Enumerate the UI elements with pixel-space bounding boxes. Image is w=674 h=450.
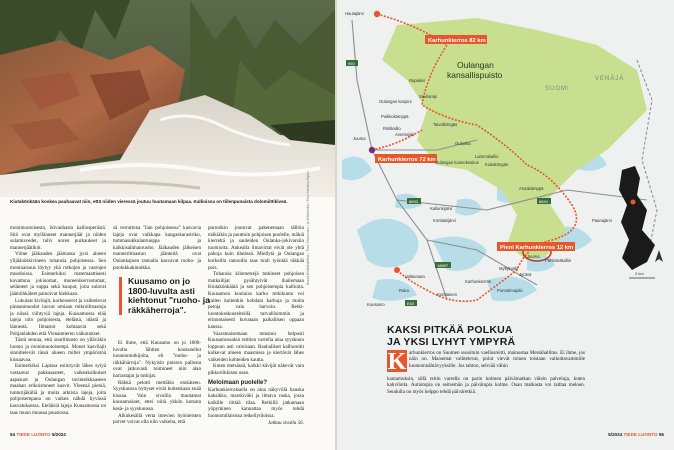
left-page: [0, 0, 335, 450]
drop-cap: K: [387, 349, 407, 375]
paragraph: Karhunkierroksella on aina näkyvillä hauska kaksikko, marskiväki ja ilmava ruska, jossa kaikille riittää tilaa. Retkillä jatkamaan yöpyminen kannattaa myös tehdä luonnontilaisissa retkeilytiloissa.: [208, 386, 304, 420]
photo-caption: Kiutakönkään koskea pauhaavat niin, että niiden vieressä joutuu huutamaan kilpaa. Kallioissa on tiilenpunaista dolomiittikiveä.: [10, 199, 288, 204]
right-page: [337, 0, 674, 450]
route-badge-west: [375, 154, 437, 163]
magazine-name: TIEDE LUONTO: [16, 432, 51, 437]
paragraph: Alkukesällä verta imevien hyönteisten parvet voivat olla niin vaikeita, että: [113, 412, 201, 426]
route-badge-text: Karhunkierros 72 km: [378, 157, 436, 163]
road-number: 8693: [409, 199, 418, 204]
paragraph: Tästä seuraa, että suurilmasto on ylläväkin luonto ja monimuotoisempi. Monet kasvilajit sinnittelevät tässä alueen miltei ympäristöä kiusaavaa.: [10, 337, 106, 363]
paragraph: Tuhansia kilometrejä tutkineet pohjoisen matkailijat pysähtyivät ihailemaan Kiutakönkäätä ja sen pohjoisempia kallioita. Kuusamon kuuluisa karhu retkikunta voi kuiten kuitenkin kohdata karhuja ja muita petoja vain harvoin. Retki- luontokeskusreiteillä turvallisimmin ja erinomaisesti kuvataan paikallisen oppaan kanssa.: [208, 271, 304, 330]
place-label: Taivalköngäs: [433, 122, 458, 127]
place-label: Jyrävä: [519, 272, 532, 277]
place-label: Oulangan kanjoni: [379, 99, 412, 104]
place-label: Myllykoski: [499, 266, 519, 271]
title-line: KAKSI PITKÄÄ POLKUA: [387, 324, 513, 336]
place-label: Valtavaara: [405, 274, 425, 279]
place-label: Juuma: [527, 254, 540, 259]
paragraph: puronikin joutuvat pakenemaan tällöin mäkiäkin ja puuttoin pohjoisen puolelle, mäkiä kierreltä ja sauleiden Oulanka-jokivarsiin tuomioita. Aukealla ilmavirrat eivät ole yhtä pahoja kuin tiheässä. Miellytä ja Oulangan korkeilla rannoilla taas tuuli työntää räkkää pois.: [208, 225, 304, 271]
page-number: 54: [10, 432, 16, 437]
place-label: Puikkokämppä: [381, 114, 409, 119]
park-name: kansallispuisto: [447, 70, 503, 80]
place-label: Pähkänäkallio: [545, 258, 572, 263]
paragraph: Ei ihme, että Kuusamo on jo 1800-luvulta lähtien houkutellut luonnontutkijoita, eli "ruoho- ja räkkähärroja". Nykyisin puiston pallosta ovat jatkuvasti toimineet niin alan harrastajat ja tutkijat.: [113, 340, 201, 379]
issue-number: 5/2024: [51, 432, 66, 437]
footer-right: [608, 432, 664, 437]
place-label: Oulanka: [455, 141, 471, 146]
page-number: 55: [658, 432, 664, 437]
park-name: Oulangan: [457, 60, 494, 70]
scale-label: 2 km: [635, 271, 644, 276]
place-label: Kallunkijärvi: [430, 206, 453, 211]
route-map: [337, 0, 674, 310]
place-label: Karhunkierros: [465, 279, 492, 284]
paragraph: Viime jääkauden jäämassa jyrsi alueen ylijäänöskivineen tuhansia pohjoisessa. Sen moninaisuus löytyy yhä rotkojen ja vaarojen muodoissa. Esimerkiksi matemaattisesti kuvattuna jokiuomat, moreenikerrostumat, selänteet ja suppa sekä kuopat, joita sulavat jäämöhkäleet painoivat hiekkaan.: [10, 251, 106, 297]
place-label: Kiutaköngäs: [485, 162, 509, 167]
magazine-name: TIEDE LUONTO: [623, 432, 658, 437]
waterfall-photo: [0, 0, 335, 197]
place-label: Lammakallio: [475, 154, 499, 159]
article-intro: arhunkierros on Suomen suosituin vaellusreitti, mainostaa Metsähallitus. Ei ihme, jos näin on. Maisemat vaihtelevat, polut vievät toinen toistaan vaikuttavammille luonnonnähtävyyksille. Jos tahtoo, selviää vähin: [409, 350, 585, 369]
place-label: Ristikallio: [383, 126, 401, 131]
start-marker: [394, 267, 400, 273]
continued-note: Jatkuu sivulla 56.: [267, 419, 304, 426]
place-label: Konttainen: [437, 292, 458, 297]
place-label: Paanajärvi: [592, 218, 612, 223]
road-number: 18697: [437, 263, 449, 268]
place-label: Hautajärvi: [345, 11, 364, 16]
start-marker: [369, 147, 375, 153]
route-badge-text: Pieni Karhunkierros 12 km: [500, 245, 574, 251]
paragraph: Lukuisat kivilajit, korkeuserot ja vaihtelevat pinnanmuodot luovat omiaan mikroilmastoja ja niissä viihtyviä lajeja. Kuusamossa elää lajeja niin pohjoisesta, etelästä, idästä ja lännestä. Ilmastot kohtaavat sekä Pohjanlahden että Vienanmeren vaikutukset.: [10, 297, 106, 337]
title-line: JA YKSI LYHYT YMPYRÄ: [387, 335, 516, 348]
place-label: Oulangan luontokeskus: [435, 160, 479, 165]
place-label: Rupakivi: [409, 78, 426, 83]
paragraph: monimuotoisesta, ikivanhasta kalliosperästä. Sitä ovat myllänneet mannerjäät ja niiden sulamisvedet, tuliv uoren purkaukset ja mannerjäätiköt.: [10, 225, 106, 251]
place-label: Savilampi: [419, 94, 438, 99]
text-column-3: [208, 225, 304, 426]
route-badge-small: [497, 242, 575, 251]
subheading: Meloimaan puolelle?: [208, 379, 268, 386]
issue-number: 5/2024: [608, 432, 623, 437]
place-label: Kuusamo: [367, 302, 385, 307]
road-number: 950: [348, 61, 355, 66]
text-column-1: [10, 225, 106, 416]
place-label: Ruka: [399, 288, 409, 293]
road-number: 8694: [539, 199, 548, 204]
paragraph: sä verrattuna "lian pohjoisessa" kasvavia lajeja ovat vaikkapa kangaskarasiriko, tummasukkulanruoppa ja kalkkisalimanruoho. Jääkauden jälkeisen mannerilmaston jäänteitä ovat Oulankajoen rannalla kasvavat ruoho- ja puolukkakinnikka.: [113, 225, 201, 271]
start-marker: [374, 11, 380, 17]
paragraph: Esimerkiksi Lapissa esiintyvät lähes sylyä vastaavat pakkasasteet, vaikeakulkuiset aapasuot ja Oulangan ravinteikkaaseen maahan erikoistuneet kasvit. Yleensä pieniä, tunturijäkäliä ja muita arktisia lajeja, joita pohjoisempana on vaikea nähdä hyvässä kasvatuksessa. Eteläisiä lajeja Kuusamossa on taas muun muassa puustossa.: [10, 363, 106, 416]
photo-credit: Kuvat Metsähallitus / Timo Tamminen / ja Wikimedia / Timo Newton-Syms: [306, 171, 310, 285]
article-title: [387, 325, 627, 348]
text-column-2-bottom: [113, 340, 201, 426]
place-label: Konttaisjärvi: [433, 218, 456, 223]
pull-quote: Kuusamo on jo 1800-luvulta asti kiehtonut "ruoho- ja räkkäherroja".: [119, 277, 210, 315]
road-number: E63: [407, 301, 415, 306]
route-badge-text: Karhunkierros 82 km: [428, 38, 486, 44]
footer-left: [10, 432, 66, 437]
paragraph: Vaaramaisemaan tutustuu helposti Kuusamossakin reittien varrella aina syyskuun loppuun asti valoisaan. Rauhalliset kallioreitit kulkevat alueen maastossa ja kiertävät lähes vaikeiden kohteiden kautta.: [208, 330, 304, 363]
place-label: Porontimajoki: [497, 288, 523, 293]
place-label: Ansakämppä: [519, 186, 544, 191]
place-label: Juuma: [353, 136, 366, 141]
route-badge-north: [425, 35, 487, 44]
paragraph: Räkkä pelotti mettäkin etukäteen. Syyskuussa hyttyset eivät kuitenkaan enää kiusaa. Vain sivuilla muutamat kuusamokset, ettei niitä ykkön kutsuta kesä- ja syyskuussa.: [113, 379, 201, 412]
paragraph: Kuten metsässä, kaikki kävijät näkevät vain pikkuriikkisen osan.: [208, 363, 304, 377]
country-label: SUOMI: [545, 86, 570, 92]
country-label: VENÄJÄ: [595, 76, 625, 82]
place-label: Aventojoki: [395, 132, 415, 137]
article-body: kantamuksin, sillä reitin varrella on parin kolmen päivämatkan välein palveluja, kuten kahviloita. Autiotupia on seitsemän ja päivätupia kolme. Osan matkasta voi taittaa meloen. Seudulla on myös helppo tehdä päiväretkiä.: [387, 376, 585, 395]
text-column-2: [113, 225, 201, 271]
